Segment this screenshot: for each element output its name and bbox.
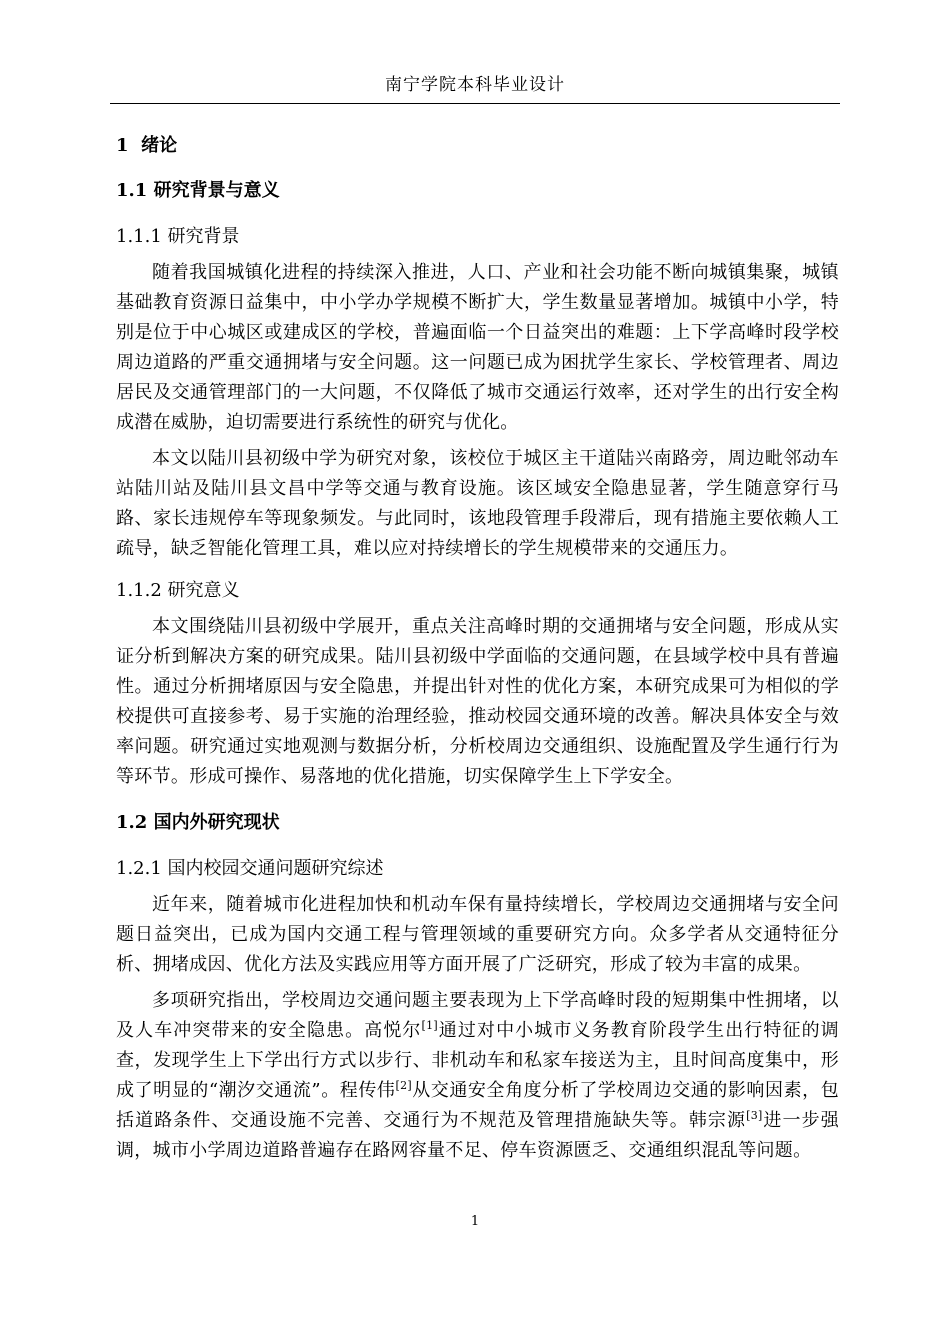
review-text-a: 多项研究指出，学校周边交通问题主要表现为上下学高峰时段的短期集中性拥堵，以及人车冲突带来的安全隐患。高悦尔 xyxy=(116,990,839,1041)
header-rule xyxy=(110,103,840,104)
chapter-title: 绪论 xyxy=(141,135,178,156)
review-text-d: 进一步强调，城市小学周边道路普遍存在路网容量不足、停车资源匮乏、交通组织混乱等问题。 xyxy=(116,1110,839,1161)
paragraph-background-1: 随着我国城镇化进程的持续深入推进，人口、产业和社会功能不断向城镇集聚，城镇基础教育资源日益集中，中小学办学规模不断扩大，学生数量显著增加。城镇中小学，特别是位于中心城区或建成区的学校，普遍面临一个日益突出的难题：上下学高峰时段学校周边道路的严重交通拥堵与安全问题。这一问题已成为困扰学生家长、学校管理者、周边居民及交通管理部门的一大问题，不仅降低了城市交通运行效率，还对学生的出行安全构成潜在威胁，迫切需要进行系统性的研究与优化。 xyxy=(116,262,839,433)
running-header: 南宁学院本科毕业设计 xyxy=(385,75,565,95)
paragraph-background-2: 本文以陆川县初级中学为研究对象，该校位于城区主干道陆兴南路旁，周边毗邻动车站陆川站及陆川县文昌中学等交通与教育设施。该区域安全隐患显著，学生随意穿行马路、家长违规停车等现象频发。与此同时，该地段管理手段滞后，现有措施主要依赖人工疏导，缺乏智能化管理工具，难以应对持续增长的学生规模带来的交通压力。 xyxy=(116,448,839,559)
citation-ref-1: [1] xyxy=(421,1019,438,1032)
page-number: 1 xyxy=(470,1214,480,1229)
subsection-heading-1-1-2: 1.1.2 研究意义 xyxy=(116,580,240,601)
section-heading-1-2: 1.2 国内外研究现状 xyxy=(116,812,280,833)
paragraph-review-1: 近年来，随着城市化进程加快和机动车保有量持续增长，学校周边交通拥堵与安全问题日益突出，已成为国内交通工程与管理领域的重要研究方向。众多学者从交通特征分析、拥堵成因、优化方法及实践应用等方面开展了广泛研究，形成了较为丰富的成果。 xyxy=(116,894,839,975)
page-body xyxy=(116,126,839,1172)
review-text-b: 通过对中小城市义务教育阶段学生出行特征的调查，发现学生上下学出行方式以步行、非机动车和私家车接送为主，且时间高度集中，形成了明显的“潮汐交通流”。程传伟 xyxy=(116,1020,839,1101)
citation-ref-2: [2] xyxy=(395,1079,412,1092)
paragraph-significance-1: 本文围绕陆川县初级中学展开，重点关注高峰时期的交通拥堵与安全问题，形成从实证分析到解决方案的研究成果。陆川县初级中学面临的交通问题，在县域学校中具有普遍性。通过分析拥堵原因与安全隐患，并提出针对性的优化方案，本研究成果可为相似的学校提供可直接参考、易于实施的治理经验，推动校园交通环境的改善。解决具体安全与效率问题。研究通过实地观测与数据分析，分析校周边交通组织、设施配置及学生通行行为等环节。形成可操作、易落地的优化措施，切实保障学生上下学安全。 xyxy=(116,616,839,787)
subsection-heading-1-2-1: 1.2.1 国内校园交通问题研究综述 xyxy=(116,858,384,879)
paragraph-review-2 xyxy=(116,986,839,1166)
subsection-heading-1-1-1: 1.1.1 研究背景 xyxy=(116,226,240,247)
review-text-c: 从交通安全角度分析了学校周边交通的影响因素，包括道路条件、交通设施不完善、交通行为不规范及管理措施缺失等。韩宗源 xyxy=(116,1080,840,1131)
section-heading-1-1: 1.1 研究背景与意义 xyxy=(116,180,280,201)
citation-ref-3: [3] xyxy=(746,1109,763,1122)
chapter-number: 1 xyxy=(116,135,129,156)
chapter-heading xyxy=(116,126,839,166)
